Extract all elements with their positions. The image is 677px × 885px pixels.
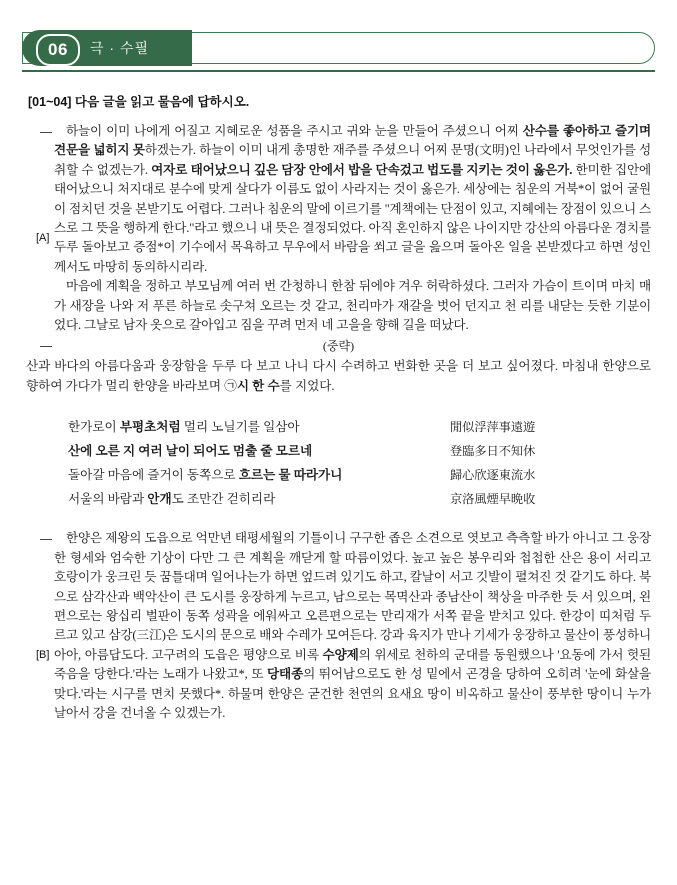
bracket-top-dash	[40, 132, 52, 133]
poem-line-hanja: 歸心欣逐東流水	[450, 468, 536, 483]
poem-line-korean: 한가로이 부평초처럼 멀리 노닐기를 일삼아	[68, 420, 300, 435]
poem-line-hanja: 京洛風煙早晩收	[450, 492, 536, 507]
post-omission-paragraph: 산과 바다의 아름다움과 웅장함을 두루 다 보고 나니 다시 수려하고 번화한 곳을 더 보고 싶어졌다. 마침내 한양으로 향하여 가다가 멀리 한양을 바라보며 ㉠시 한 수를 지었다.	[26, 359, 651, 393]
page-content	[0, 72, 677, 723]
poem-line-korean: 산에 오른 지 여러 날이 되어도 멈출 줄 모르네	[68, 444, 313, 459]
passage-a-marker: [A]	[36, 232, 50, 244]
question-prompt: [01~04] 다음 글을 읽고 물음에 답하시오.	[28, 95, 250, 109]
poem-line	[26, 466, 651, 485]
chapter-number: 06	[36, 34, 80, 66]
omission-note: (중략)	[322, 339, 355, 354]
poem-line-hanja: 登臨多日不知休	[450, 444, 536, 459]
bracket-top-dash	[40, 539, 52, 540]
passage-b-bracket	[36, 533, 54, 723]
passage-a-paragraph-2: 마음에 계획을 정하고 부모님께 여러 번 간청하니 한참 뒤에야 겨우 허락하셨다. 그러자 가슴이 트이며 마치 매가 새장을 나와 저 푸른 하늘로 솟구쳐 오르는 것 같고, 천리마가 재갈을 벗어 던지고 천 리를 내닫는 듯한 기분이었다. 그날로 남자 옷으로 갈아입고 짐을 꾸려 먼저 네 고을을 향해 길을 떠났다.	[54, 279, 651, 333]
passage-a	[26, 122, 651, 335]
poem-line	[26, 442, 651, 461]
passage-a-bracket	[36, 126, 54, 335]
poem-line-hanja: 閒似浮萍事遠遊	[450, 420, 536, 435]
bracket-bottom-dash	[40, 346, 52, 347]
poem-line-korean: 서울의 바람과 안개도 조만간 걷히리라	[68, 492, 276, 507]
passage-a-paragraph-1: 하늘이 이미 나에게 어질고 지혜로운 성품을 주시고 귀와 눈을 만들어 주셨으니 어찌 산수를 좋아하고 즐기며 견문을 넓히지 못하겠는가. 하늘이 이미 내게 총명한 재주를 주셨으니 어찌 문명(文明)인 나라에서 무엇인가를 성취할 수 없겠는가. 여자로 태어났으니 깊은 담장 안에서 밥을 단속겄고 법도를 지키는 것이 옳은가. 한미한 집안에 태어났으니 처지대로 분수에 맞게 살다가 이름도 없이 사라지는 것이 옳은가. 세상에는 침운의 거북*이 없어 굴원이 점치던 것을 본받기도 어렵다. 그러나 침운의 말에 이르기를 "계책에는 단점이 있고, 지혜에는 장점이 있으니 스스로 그 뜻을 행하게 한다."라고 했으니 내 뜻은 결정되었다. 아직 혼인하지 않은 나이지만 강산의 아름다운 경치를 두루 돌아보고 증점*이 기수에서 목욕하고 무우에서 바람을 쐬고 글을 읊으며 돌아온 일을 본받겠다고 하면 성인께서도 마땅히 동의하시리라.	[54, 124, 652, 274]
header-underline	[22, 70, 655, 72]
page-header	[0, 18, 677, 72]
passage-b	[26, 529, 651, 723]
chapter-title: 극 · 수필	[90, 40, 150, 56]
poem-line-korean: 돌아갈 마음에 즐거이 동쪽으로 흐르는 물 따라가니	[68, 468, 343, 483]
passage-b-marker: [B]	[36, 649, 50, 662]
poem-line	[26, 418, 651, 437]
poem-block	[26, 418, 651, 509]
passage-b-paragraph: 한양은 제왕의 도읍으로 억만년 태평세월의 기틀이니 구구한 좁은 소견으로 엿보고 측측할 바가 아니고 그 웅장한 형세와 엄숙한 기상이 다만 그 큰 계획을 깨닫게 할 따름이었다. 높고 높은 봉우리와 첩첩한 산은 용이 서리고 호랑이가 웅크린 듯 꿈틀대며 일어나는가 하면 엎드려 있기도 하고, 칼날이 서고 깃발이 펼쳐진 것 같기도 하다. 북으로 삼각산과 백악산이 큰 도시를 웅장하게 누르고, 남으로는 목멱산과 종남산이 책상을 마주한 듯 서 있으며, 왼편으로는 왕십리 벌판이 동쪽 성곽을 에워싸고 오른편으로는 만리재가 서쪽 끝을 받치고 있다. 한강이 띠처럼 두르고 있고 삼강(三江)은 도시의 문으로 배와 수레가 모여든다. 강과 육지가 만나 기세가 웅장하고 물산이 풍성하니 아아, 아름답도다. 고구려의 도읍은 평양으로 비록 수양제의 위세로 천하의 군대를 동원했으나 '요동에 가서 헛된 죽음을 당한다.'라는 노래가 나왔고*, 또 당태종의 뛰어남으로도 한 성 밑에서 곤경을 당하여 오히려 '눈에 화살을 맞다.'라는 시구를 면치 못했다*. 하물며 한양은 굳건한 천연의 요새요 땅이 비옥하고 물산이 풍부한 땅이니 누가 날아서 강을 건너올 수 있겠는가.	[54, 531, 651, 720]
poem-line	[26, 490, 651, 509]
chapter-tab	[22, 30, 192, 66]
